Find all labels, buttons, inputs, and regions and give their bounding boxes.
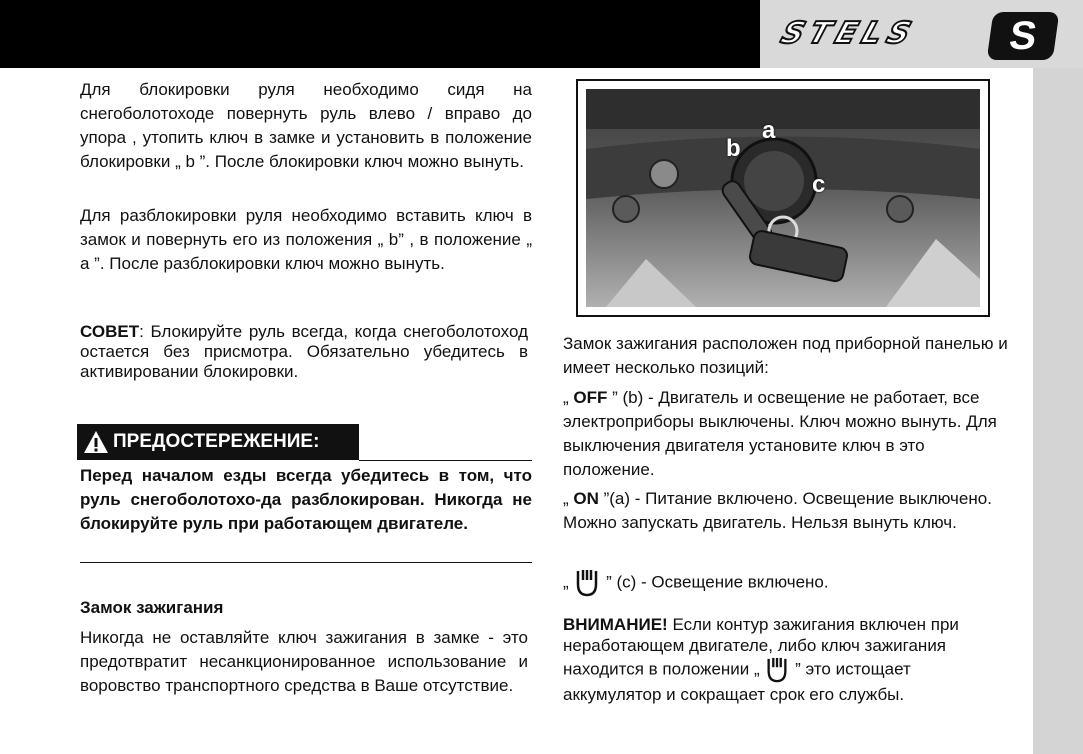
attention-paragraph — [563, 614, 1011, 705]
headlight-icon-inline — [764, 656, 790, 684]
light-open-quote: „ — [563, 572, 574, 592]
headlight-icon — [573, 568, 601, 598]
logo-text: STELS — [776, 16, 922, 51]
warning-title: ПРЕДОСТЕРЕЖЕНИЕ: — [113, 431, 320, 452]
on-open-quote: „ — [563, 489, 574, 508]
tip-text: : Блокируйте руль всегда, когда снегоболотоход остается без присмотра. Обязательно убедитесь в активировании блокировки. — [80, 322, 528, 381]
warning-triangle-icon — [83, 430, 109, 454]
warning-text: Перед началом езды всегда убедитесь в том, что руль снегоболотохо-да разблокирован. Никогда не блокируйте руль при работающем двигателе. — [80, 466, 532, 533]
lock-instructions: Для блокировки руля необходимо сидя на снегоболотоходе повернуть руль влево / вправо до упора , утопить ключ в замке и установить в положение блокировки „ b ”. После блокировки ключ можно вынуть. — [80, 80, 532, 171]
tip-label: СОВЕТ — [80, 322, 140, 341]
ignition-photo-image — [586, 89, 980, 307]
on-text: ”(a) - Питание включено. Освещение выключено. Можно запускать двигатель. Нельзя вынуть ключ. — [563, 489, 992, 532]
photo-label-c: c — [812, 171, 826, 198]
off-open-quote: „ — [563, 388, 574, 407]
warning-top-rule — [359, 460, 532, 461]
ignition-intro: Замок зажигания расположен под приборной панелью и имеет несколько позиций: — [563, 334, 1008, 377]
light-position — [563, 568, 1015, 598]
ignition-section-title: Замок зажигания — [80, 598, 224, 617]
ignition-illustration — [586, 89, 980, 307]
stels-logo-icon: S — [987, 12, 1060, 60]
side-band — [1033, 68, 1083, 754]
tip-paragraph — [80, 322, 528, 382]
attention-label: ВНИМАНИЕ! — [563, 615, 668, 634]
off-label: OFF — [573, 388, 608, 407]
warning-header — [77, 424, 359, 460]
warning-bottom-rule — [80, 562, 532, 563]
header-bar — [0, 0, 760, 68]
unlock-instructions: Для разблокировки руля необходимо вставить ключ в замок и повернуть его из положения „ b” , в положение „ a ”. После разблокировки ключ можно вынуть. — [80, 206, 532, 273]
attention-text-2: ” это истощает аккумулятор и сокращает срок его службы. — [563, 659, 911, 704]
ignition-photo — [576, 79, 990, 317]
off-position — [563, 386, 1015, 482]
light-text: ” (c) - Освещение включено. — [601, 572, 829, 592]
on-label: ON — [573, 489, 599, 508]
off-text: ” (b) - Двигатель и освещение не работает, все электроприборы выключены. Ключ можно вынуть. Для выключения двигателя установите ключ в это положение. — [563, 388, 997, 479]
photo-label-b: b — [726, 135, 741, 162]
attention-text-1: Если контур зажигания включен при неработающем двигателе, либо ключ зажигания находится в положении „ — [563, 615, 959, 679]
stels-logo — [776, 12, 1062, 62]
ignition-section-text: Никогда не оставляйте ключ зажигания в замке - это предотвратит несанкционированное использование и воровство транспортного средства в Ваше отсутствие. — [80, 628, 528, 695]
photo-label-a: a — [762, 117, 776, 144]
on-position — [563, 487, 1015, 535]
